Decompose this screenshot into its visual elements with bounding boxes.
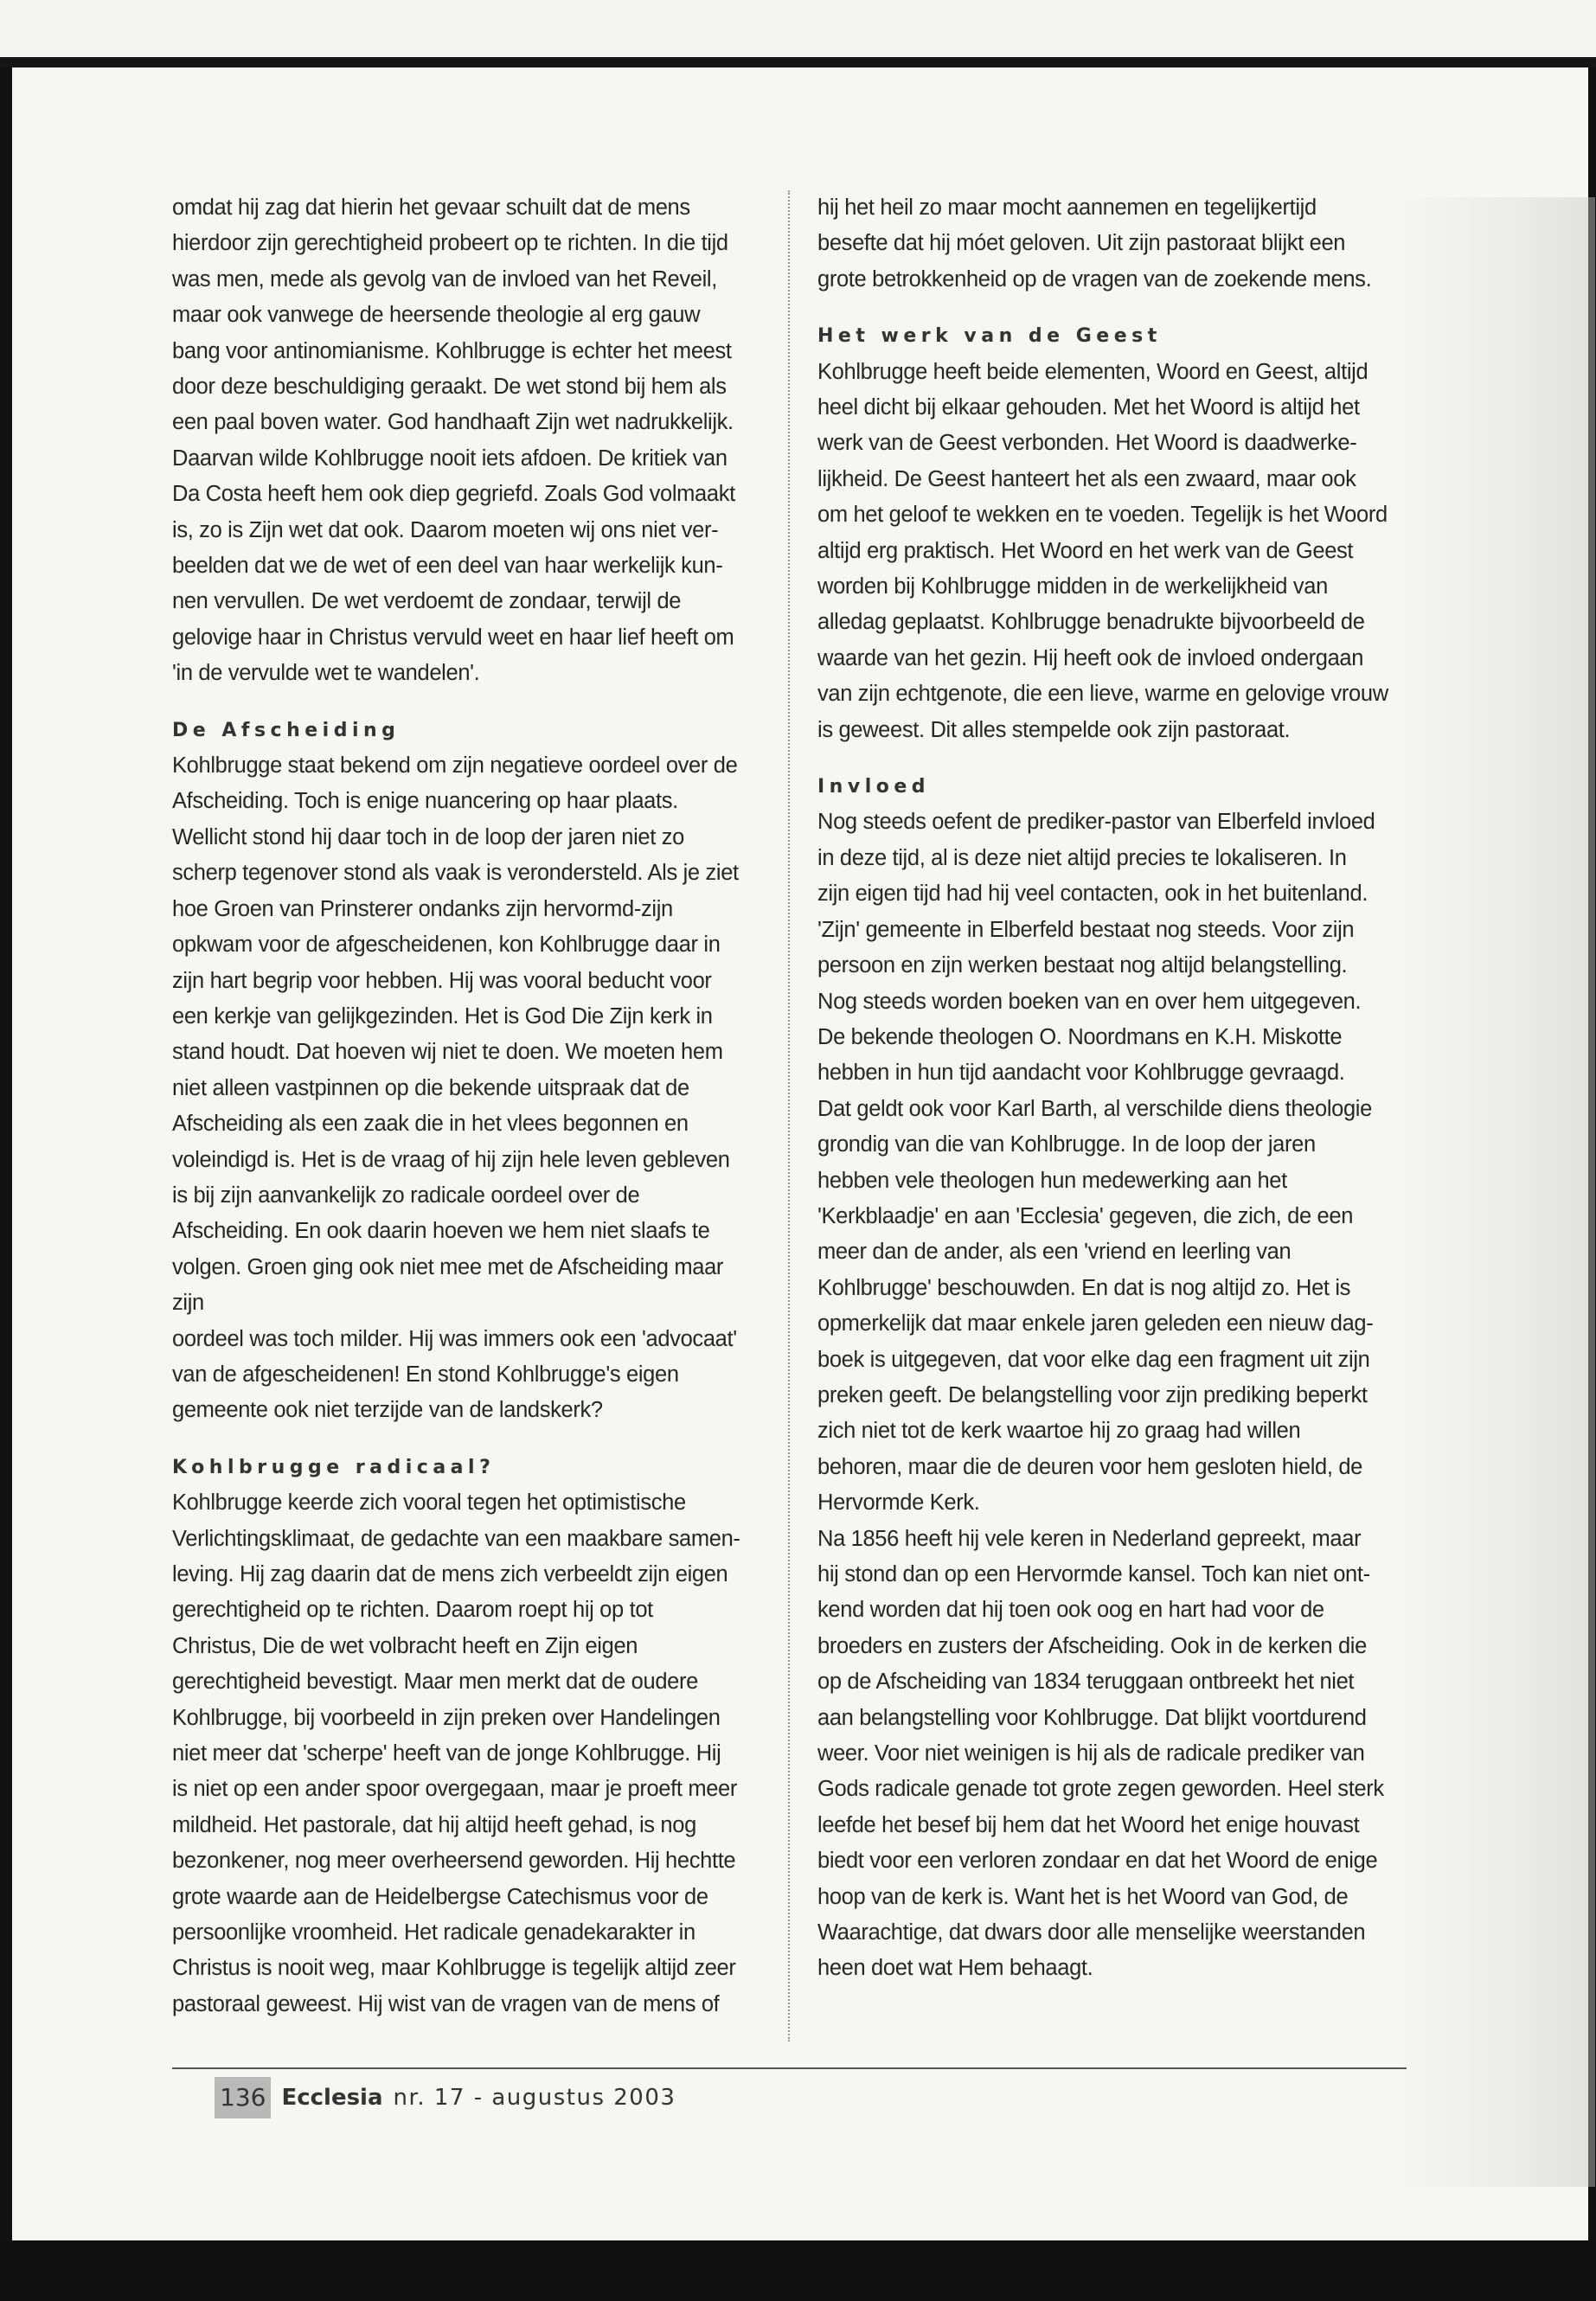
text-line: is bij zijn aanvankelijk zo radicale oordeel over de bbox=[172, 1183, 640, 1208]
text-line: Nog steeds worden boeken van en over hem uitgegeven. bbox=[817, 989, 1362, 1014]
text-line: van de afgescheidenen! En stond Kohlbrugge's eigen bbox=[172, 1362, 679, 1387]
text-line: leefde het besef bij hem dat het Woord het enige houvast bbox=[817, 1812, 1360, 1837]
text-line: pastoraal geweest. Hij wist van de vragen van de mens of bbox=[172, 1991, 720, 2016]
issue-info: nr. 17 - augustus 2003 bbox=[393, 2085, 676, 2111]
page-number: 136 bbox=[215, 2077, 271, 2118]
text-line: Hervormde Kerk. bbox=[817, 1490, 980, 1516]
text-line: hoop van de kerk is. Want het is het Woord van God, de bbox=[817, 1884, 1349, 1909]
text-line: Wellicht stond hij daar toch in de loop der jaren niet zo bbox=[172, 824, 684, 849]
heading-invloed: Invloed bbox=[817, 776, 931, 798]
scan-top-margin bbox=[0, 0, 1596, 62]
text-line: bang voor antinomianisme. Kohlbrugge is echter het meest bbox=[172, 338, 732, 363]
text-line: niet alleen vastpinnen op die bekende uitspraak dat de bbox=[172, 1075, 689, 1100]
text-line: was men, mede als gevolg van de invloed van het Reveil, bbox=[172, 266, 717, 292]
text-line: hierdoor zijn gerechtigheid probeert op te richten. In die tijd bbox=[172, 231, 728, 256]
text-line: Christus is nooit weg, maar Kohlbrugge is tegelijk altijd zeer bbox=[172, 1956, 736, 1981]
text-line: broeders en zusters der Afscheiding. Ook in de kerken die bbox=[817, 1633, 1367, 1658]
text-line: Christus, Die de wet volbracht heeft en Zijn eigen bbox=[172, 1633, 638, 1658]
text-line: Dat geldt ook voor Karl Barth, al verschilde diens theologie bbox=[817, 1096, 1372, 1121]
text-line: heen doet wat Hem behaagt. bbox=[817, 1956, 1093, 1981]
text-line: 'in de vervulde wet te wandelen'. bbox=[172, 661, 480, 686]
scan-bottom-margin bbox=[0, 2240, 1596, 2301]
text-line: een kerkje van gelijkgezinden. Het is God Die Zijn kerk in bbox=[172, 1003, 713, 1029]
text-line: hebben in hun tijd aandacht voor Kohlbrugge gevraagd. bbox=[817, 1061, 1345, 1086]
text-line: Kohlbrugge heeft beide elementen, Woord en Geest, altijd bbox=[817, 359, 1368, 384]
text-line: Daarvan wilde Kohlbrugge nooit iets afdoen. De kritiek van bbox=[172, 445, 727, 471]
text-line: kend worden dat hij toen ook oog en hart had voor de bbox=[817, 1598, 1324, 1623]
text-line: nen vervullen. De wet verdoemt de zondaar, terwijl de bbox=[172, 589, 682, 614]
text-line: 'Kerkblaadje' en aan 'Ecclesia' gegeven, die zich, de een bbox=[817, 1203, 1354, 1228]
right-intro bbox=[817, 190, 1414, 298]
text-line: Gods radicale genade tot grote zegen geworden. Heel sterk bbox=[817, 1777, 1384, 1802]
text-line: zijn eigen tijd had hij veel contacten, ook in het buitenland. bbox=[817, 881, 1368, 907]
text-line: op de Afscheiding van 1834 teruggaan ontbreekt het niet bbox=[817, 1670, 1355, 1695]
text-line: is geweest. Dit alles stempelde ook zijn pastoraat. bbox=[817, 717, 1291, 742]
text-line: omdat hij zag dat hierin het gevaar schuilt dat de mens bbox=[172, 195, 690, 220]
text-line: Verlichtingsklimaat, de gedachte van een maakbare samen- bbox=[172, 1526, 740, 1551]
footer-rule bbox=[172, 2067, 1407, 2069]
text-line: gerechtigheid bevestigt. Maar men merkt dat de oudere bbox=[172, 1670, 698, 1695]
text-line: volgen. Groen ging ook niet mee met de Afscheiding maar bbox=[172, 1254, 724, 1279]
text-line: Na 1856 heeft hij vele keren in Nederland gepreekt, maar bbox=[817, 1526, 1362, 1551]
show-through-shadow bbox=[1396, 197, 1595, 2187]
text-line: hebben vele theologen hun medewerking aan het bbox=[817, 1168, 1287, 1193]
text-line: grondig van die van Kohlbrugge. In de loop der jaren bbox=[817, 1132, 1316, 1157]
text-line: meer dan de ander, als een 'vriend en leerling van bbox=[817, 1240, 1292, 1265]
text-line: waarde van het gezin. Hij heeft ook de invloed ondergaan bbox=[817, 645, 1364, 670]
text-line: om het geloof te wekken en te voeden. Tegelijk is het Woord bbox=[817, 503, 1388, 528]
text-line: niet meer dat 'scherpe' heeft van de jonge Kohlbrugge. Hij bbox=[172, 1741, 721, 1766]
text-line: 'Zijn' gemeente in Elberfeld bestaat nog steeds. Voor zijn bbox=[817, 917, 1355, 942]
text-line: door deze beschuldiging geraakt. De wet stond bij hem als bbox=[172, 375, 727, 400]
text-line: altijd erg praktisch. Het Woord en het werk van de Geest bbox=[817, 538, 1354, 563]
text-line: zijn bbox=[172, 1291, 204, 1316]
text-line: gelovige haar in Christus vervuld weet en haar lief heeft om bbox=[172, 625, 734, 650]
text-line: gerechtigheid op te richten. Daarom roept hij op tot bbox=[172, 1598, 653, 1623]
text-line: is, zo is Zijn wet dat ook. Daarom moeten wij ons niet ver- bbox=[172, 517, 719, 542]
heading-de-afscheiding: De Afscheiding bbox=[172, 719, 401, 741]
scan-top-border bbox=[0, 57, 1596, 67]
radicaal-section bbox=[172, 1485, 769, 2022]
text-line: hoe Groen van Prinsterer ondanks zijn hervormd-zijn bbox=[172, 896, 673, 921]
text-line: Kohlbrugge staat bekend om zijn negatieve oordeel over de bbox=[172, 753, 738, 779]
text-line: grote waarde aan de Heidelbergse Catechismus voor de bbox=[172, 1884, 708, 1909]
text-line: scherp tegenover stond als vaak is verondersteld. Als je ziet bbox=[172, 861, 739, 886]
text-line: werk van de Geest verbonden. Het Woord is daadwerke- bbox=[817, 431, 1357, 456]
text-line: behoren, maar die de deuren voor hem gesloten hield, de bbox=[817, 1454, 1363, 1479]
text-line: aan belangstelling voor Kohlbrugge. Dat blijkt voortdurend bbox=[817, 1705, 1367, 1730]
text-line: grote betrokkenheid op de vragen van de zoekende mens. bbox=[817, 266, 1372, 292]
text-line: zich niet tot de kerk waartoe hij zo graag had willen bbox=[817, 1419, 1301, 1444]
text-line: is niet op een ander spoor overgegaan, maar je proeft meer bbox=[172, 1777, 738, 1802]
invloed-section bbox=[817, 804, 1414, 1986]
text-line: voleindigd is. Het is de vraag of hij zijn hele leven gebleven bbox=[172, 1147, 730, 1172]
text-line: beelden dat we de wet of een deel van haar werkelijk kun- bbox=[172, 554, 723, 579]
heading-het-werk-van-de-geest: Het werk van de Geest bbox=[817, 325, 1162, 348]
text-line: Waarachtige, dat dwars door alle menselijke weerstanden bbox=[817, 1920, 1366, 1945]
text-line: alledag geplaatst. Kohlbrugge benadrukte bijvoorbeeld de bbox=[817, 610, 1365, 635]
heading-kohlbrugge-radicaal: Kohlbrugge radicaal? bbox=[172, 1456, 496, 1478]
text-line: De bekende theologen O. Noordmans en K.H. Miskotte bbox=[817, 1024, 1343, 1049]
text-line: mildheid. Het pastorale, dat hij altijd heeft gehad, is nog bbox=[172, 1812, 696, 1837]
text-line: van zijn echtgenote, die een lieve, warme en gelovige vrouw bbox=[817, 682, 1388, 707]
text-line: stand houdt. Dat hoeven wij niet te doen. We moeten hem bbox=[172, 1040, 723, 1065]
text-line: Afscheiding. Toch is enige nuancering op haar plaats. bbox=[172, 789, 678, 814]
text-line: Kohlbrugge keerde zich vooral tegen het optimistische bbox=[172, 1490, 686, 1516]
text-line: heel dicht bij elkaar gehouden. Met het Woord is altijd het bbox=[817, 395, 1360, 420]
text-line: besefte dat hij móet geloven. Uit zijn pastoraat blijkt een bbox=[817, 231, 1346, 256]
text-line: Afscheiding. En ook daarin hoeven we hem niet slaafs te bbox=[172, 1219, 710, 1244]
text-line: weer. Voor niet weinigen is hij als de radicale prediker van bbox=[817, 1741, 1365, 1766]
text-line: lijkheid. De Geest hanteert het als een zwaard, maar ook bbox=[817, 466, 1356, 491]
text-line: Afscheiding als een zaak die in het vlees begonnen en bbox=[172, 1112, 689, 1137]
text-line: opmerkelijk dat maar enkele jaren geleden een nieuw dag- bbox=[817, 1311, 1374, 1336]
afscheiding-section bbox=[172, 748, 769, 1429]
text-line: een paal boven water. God handhaaft Zijn wet nadrukkelijk. bbox=[172, 410, 734, 435]
text-line: worden bij Kohlbrugge midden in de werkelijkheid van bbox=[817, 574, 1328, 599]
text-line: persoon en zijn werken bestaat nog altijd belangstelling. bbox=[817, 953, 1348, 978]
text-line: hij het heil zo maar mocht aannemen en tegelijkertijd bbox=[817, 195, 1317, 220]
text-line: boek is uitgegeven, dat voor elke dag een fragment uit zijn bbox=[817, 1347, 1370, 1372]
left-intro bbox=[172, 190, 769, 692]
text-line: opkwam voor de afgescheidenen, kon Kohlbrugge daar in bbox=[172, 933, 721, 958]
journal-name: Ecclesia bbox=[281, 2085, 383, 2111]
text-line: preken geeft. De belangstelling voor zijn prediking beperkt bbox=[817, 1382, 1368, 1407]
text-line: persoonlijke vroomheid. Het radicale genadekarakter in bbox=[172, 1920, 695, 1945]
text-line: maar ook vanwege de heersende theologie al erg gauw bbox=[172, 303, 701, 328]
text-line: hij stond dan op een Hervormde kansel. Toch kan niet ont- bbox=[817, 1562, 1370, 1586]
text-line: biedt voor een verloren zondaar en dat het Woord de enige bbox=[817, 1849, 1378, 1874]
column-divider bbox=[788, 190, 790, 2041]
text-line: zijn hart begrip voor hebben. Hij was vooral beducht voor bbox=[172, 968, 712, 993]
page-footer bbox=[215, 2076, 676, 2119]
text-line: Kohlbrugge, bij voorbeeld in zijn preken over Handelingen bbox=[172, 1705, 721, 1730]
text-line: oordeel was toch milder. Hij was immers ook een 'advocaat' bbox=[172, 1326, 737, 1351]
text-line: bezonkener, nog meer overheersend geworden. Hij hechtte bbox=[172, 1849, 736, 1874]
text-line: gemeente ook niet terzijde van de landskerk? bbox=[172, 1398, 603, 1423]
right-column bbox=[817, 190, 1414, 1987]
left-column bbox=[172, 190, 769, 2022]
text-line: Da Costa heeft hem ook diep gegriefd. Zoals God volmaakt bbox=[172, 482, 735, 507]
geest-section bbox=[817, 355, 1414, 748]
text-line: Nog steeds oefent de prediker-pastor van Elberfeld invloed bbox=[817, 810, 1375, 835]
text-line: Kohlbrugge' beschouwden. En dat is nog altijd zo. Het is bbox=[817, 1275, 1351, 1300]
text-line: in deze tijd, al is deze niet altijd precies te lokaliseren. In bbox=[817, 845, 1347, 870]
text-line: leving. Hij zag daarin dat de mens zich verbeeldt zijn eigen bbox=[172, 1562, 728, 1586]
